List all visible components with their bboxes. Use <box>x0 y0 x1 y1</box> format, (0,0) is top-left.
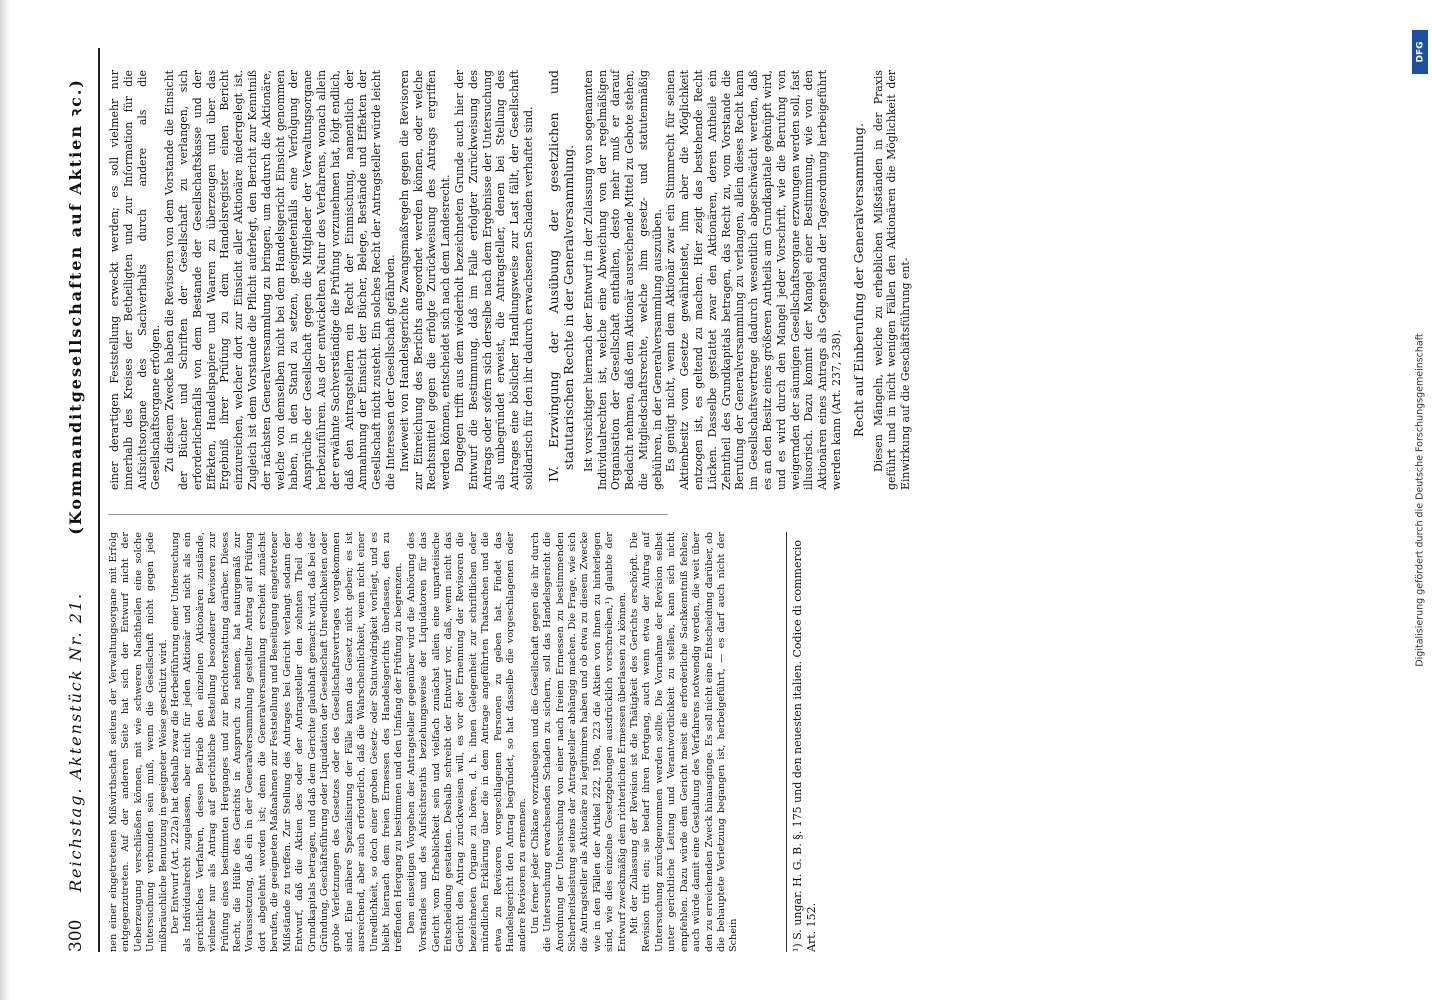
paragraph: Es genügt nicht, wenn dem Aktionär zwar ein Stimmrecht für seinen Aktienbesitz vom Gesetze gewährleistet, ihm aber die Möglichkeit entzogen ist, es geltend zu machen. Hier zeigt das bestehende Recht Lücken. Dasselbe gestattet zwar den Aktionären, deren Antheile ein Zehntheil des Grundkapitals betragen, das Recht zu, vom Vorstande die Berufung der Generalversammlung zu verlangen, allein dieses Recht kann im Gesellschaftsvertrage dadurch wesentlich abgeschwächt werden, daß es an den Besitz eines größeren Antheils am Grundkapitale geknüpft wird, und es wird durch den Mangel jeder Vorschrift, wie die Berufung von weigernden der säumigen Gesellschaftsorgane erzwungen werden soll, fast illusorisch. Dazu kommt der Mangel einer Bestimmung, wie von den Aktionären eines Antrags als Gegenstand der Tagesordnung herbeigeführt werden kann (Art. 237, 238). <box>664 70 844 490</box>
paragraph: Diesen Mängeln, welche zu erheblichen Mißständen in der Praxis geführt und in nicht wenigen Fällen den Aktionären die Möglichkeit der Einwirkung auf die Geschäftsführung ent- <box>871 70 913 490</box>
paragraph: Der Entwurf (Art. 222a) hat deshalb zwar die Herbeiführung einer Untersuchung als Individualrecht zugelassen, aber nicht für jeden Aktionär und nicht als ein gerichtliches Verfahren, dessen Betrieb den einzelnen Aktionären zustände, vielmehr nur als Antrag auf gerichtliche Bestellung besonderer Revisoren zur Prüfung eines bestimmten Herganges und zur Berichterstattung darüber. Dieses Recht, die Hülfe des Gerichts in Anspruch zu nehmen, hat naturgemäß zur Voraussetzung, daß ein in der Generalversammlung gestellter Antrag auf Prüfung dort abgelehnt worden ist; denn die Generalversammlung erscheint zunächst berufen, die geeigneten Maßnahmen zur Feststellung und Beseitigung eingetretener Mißstände zu treffen. Zur Stellung des Antrages bei Gericht verlangt sodann der Entwurf, daß die Aktien des oder der Antragsteller den zehnten Theil des Grundkapitals betragen, und daß dem Gerichte glaubhaft gemacht wird, daß bei der Gründung, Geschäftsführung oder Liquidation der Gesellschaft Unredlichkeiten oder grobe Verletzungen des Gesetzes oder des Gesellschaftsvertrages vorgekommen sind. Eine nähere Spezialisirung der Fälle kann das Gesetz nicht geben; es ist ausreichend, aber auch erforderlich, daß die Wahrscheinlichkeit, wenn nicht einer Unredlichkeit, so doch einer groben Gesetz- oder Statutwidrigkeit vorliegt, und es bleibt hiernach dem freien Ermessen des Handelsgerichts überlassen, den zu treffenden Hergang zu bestimmen und den Umfang der Prüfung zu begrenzen. <box>170 532 405 952</box>
paragraph: einer derartigen Feststellung erweckt werden; es soll vielmehr nur innerhalb des Kreises der Betheiligten und zur Information für die Aufsichtsorgane des Sachverhalts durch andere als die Gesellschaftsorgane erfolgen. <box>108 70 163 490</box>
dfg-badge-label: DFG <box>1415 41 1426 63</box>
paragraph: Zu diesem Zwecke haben die Revisoren von dem Vorstande die Einsicht der Bücher und Schriften der Gesellschaft zu verlangen, sich erforderlichenfalls von dem Bestande der Gesellschaftskasse und der Effekten, Handelspapiere und Waaren zu überzeugen und über das Ergebniß ihrer Prüfung zu dem Handelsregister einen Bericht einzureichen, welcher dort zur Einsicht aller Aktionäre niedergelegt ist. Zugleich ist dem Vorstande die Pflicht auferlegt, den Bericht zur Kenntniß der nächsten Generalversammlung zu bringen, um dadurch die Aktionäre, welche von demselben nicht bei dem Handelsgericht Einsicht genommen haben, in den Stand zu setzen, geeignetenfalls eine Verfolgung der Ansprüche der Gesellschaft gegen die Mitglieder der Verwaltungsorgane herbeizuführen. Aus der entwickelten Natur des Verfahrens, wonach allein der erwähnte Sachverständige die Prüfung vorzunehmen hat, folgt endlich, daß den Antragstellern ein Recht der Einmischung, namentlich der Anmahnung der Einsicht der Bücher, Belege, Bestände und Effekten der Gesellschaft nicht zusteht. Ein solches Recht der Antragsteller würde leicht die Interessen der Gesellschaft gefährden. <box>163 70 397 490</box>
column-divider <box>108 514 668 515</box>
dfg-logo-icon <box>1412 30 1428 74</box>
credit-text: Digitalisierung gefördert durch die Deutsche Forschungsgemeinschaft <box>1414 333 1426 667</box>
header-rule <box>98 48 100 952</box>
paragraph: Mit der Zulassung der Revision ist die Thätigkeit des Gerichts erschöpft. Die Revision tritt ein; sie bedarf ihren Fortgang, auch wenn etwa der Antrag auf Untersuchung zurückgenommen werden sollte. Die Vornahme der Revision selbst unter gerichtliche Leitung und Verantwortlichkeit zu stellen, kann sich nicht empfehlen. Dazu würde dem Gericht meist die erforderliche Sachkenntniß fehlen; auch würde damit eine Gestaltung des Verfahrens notwendig werden, die weit über den zu erreichenden Zweck hinausginge. Es soll nicht eine Entscheidung darüber, ob die behauptete Verletzung begangen ist, herbeigeführt, — es darf auch nicht der Schein <box>629 532 740 952</box>
binding-edge <box>0 0 10 1000</box>
paragraph: Ist vorsichtiger hiernach der Entwurf in der Zulassung von sogenannten Individualrechten ist, welche eine Abweichung von der regelmäßigen Organisation der Gesellschaft enthalten, desto mehr muß er darauf Bedacht nehmen, daß dem Aktionär ausreichende Mittel zu Gebote stehen, die Mitgliedschaftsrechte, welche ihm gesetz- und statutenmäßig gebühren, in der Generalversammlung auszuüben. <box>581 70 664 490</box>
document-page <box>26 30 1406 970</box>
page-number: 300 <box>66 919 86 952</box>
section-title: (Kommanditgesellschaften auf Aktien ꝛc.) <box>66 78 85 535</box>
running-head: Reichstag. Aktenstück Nr. 21. <box>66 591 85 892</box>
paragraph: nen einer eingetretenen Mißwirthschaft seitens der Verwaltungsorgane mit Erfolg entgegenzutreten. Auf der anderen Seite hat sich der Entwurf nicht der Ueberzeugung verschließen können, mit wie schweren Nachtheilen eine solche Untersuchung verbunden sein muß, wenn die Gesellschaft nicht gegen jede mißbräuchliche Benutzung in geeigneter Weise geschützt wird. <box>108 532 169 952</box>
paragraph: Dagegen trifft aus dem wiederholt bezeichneten Grunde auch hier der Entwurf die Bestimmung, daß im Falle erfolgter Zurückweisung des Antrags oder sofern sich derselbe nach dem Ergebnisse der Untersuchung als unbegründet erweist, die Antragsteller, denen bei Stellung des Antrages eine böslicher Handlungsweise zur Last fällt, der Gesellschaft solidarisch für den ihr dadurch erwachsenen Schaden verhaftet sind. <box>452 70 535 490</box>
paragraph: Inwieweit von Handelsgerichte Zwangsmaßregeln gegen die Revisoren zur Einreichung des Berichts angeordnet werden können, oder welche Rechtsmittel gegen die erfolgte Zurückweisung des Antrags ergriffen werden können, entscheidet sich nach dem Landesrecht. <box>397 70 453 490</box>
section-heading: IV. Erzwingung der Ausübung der gesetzlichen und statutarischen Rechte in der Generalversammlung. <box>545 70 576 482</box>
footnote: ¹) S. ungar. H. G. B. §. 175 und den neuesten italien. Codice di commercio Art. 152. <box>791 539 818 952</box>
paragraph: Dem einseitigen Vorgehen der Antragsteller gegenüber wird die Anhörung des Vorstandes und des Aufsichtsraths beziehungsweise der Liquidatoren für das Gericht vom Erheblichkeit sein und vielfach zunächst allein eine unparteiische Entscheidung gestatten. Deshalb schreibt der Entwurf vor, daß, wenn nicht das Gericht den Antrag zurückweisen will, es vor der Ernennung der Revisoren die bezeichneten Organe zu hören, d. h. ihnen Gelegenheit zur schriftlichen oder mündlichen Erklärung über die in dem Antrage angeführten Thatsachen und die etwa zu Revisoren vorgeschlagenen Personen zu geben hat. Findet das Handelsgericht den Antrag begründet, so hat dasselbe die vorgeschlagenen oder andere Revisoren zu ernennen. <box>405 532 529 952</box>
left-column <box>108 532 741 952</box>
footnotes <box>786 532 819 952</box>
paragraph: Um ferner jeder Chikane vorzubeugen und die Gesellschaft gegen die ihr durch die Untersuchung erwachsenden Schaden zu sichern, soll das Handelsgericht die Anordnung der Untersuchung von einer nach freiem Ermessen zu bestimmenden Sicherheitsleistung seitens der Antragsteller abhängig machen. Die Frage, wie sich die Antragsteller als Aktionäre zu legitimiren haben und ob etwa zu diesem Zwecke wie in den Fällen der Artikel 222, 190a, 223 die Aktien von ihnen zu hinterlegen sind, wie dies einzelne Gesetzgebungen ausdrücklich vorschreiben,¹) glaubte der Entwurf zweckmäßig dem richterlichen Ermessen überlassen zu können. <box>529 532 628 952</box>
page-header <box>64 48 92 952</box>
sub-heading: Recht auf Einberufung der Generalversammlung. <box>850 123 866 437</box>
digitization-credit <box>1412 30 1428 970</box>
right-column <box>108 70 913 490</box>
